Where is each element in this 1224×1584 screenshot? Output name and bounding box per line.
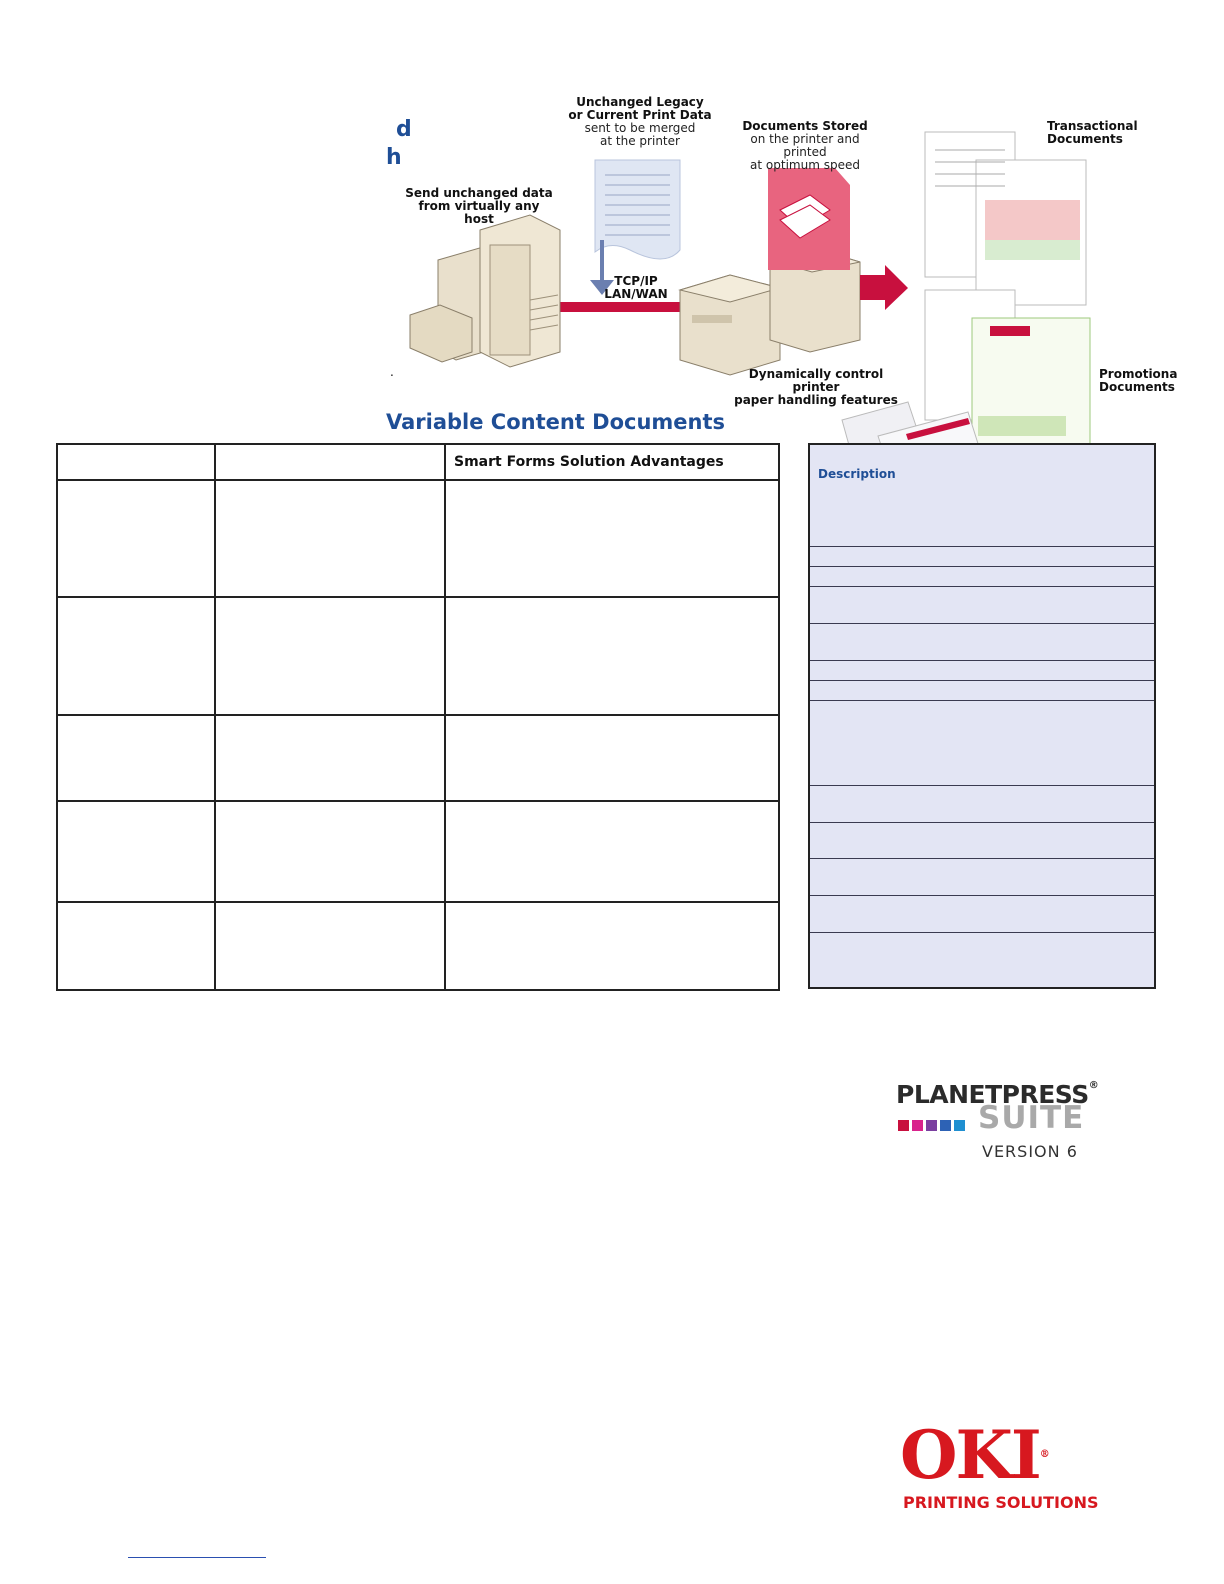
color-square-2 — [912, 1120, 923, 1131]
legacy-label-line-1: Unchanged Legacy — [576, 95, 704, 109]
sidebar-description-label: Description — [818, 467, 896, 481]
legacy-label-line-2: or Current Print Data — [568, 108, 712, 122]
tcpip-label-line-1: TCP/IP — [614, 274, 658, 288]
stored-label-line-3: at optimum speed — [750, 158, 860, 172]
output-arrow-icon — [860, 265, 908, 310]
send-data-label — [405, 187, 553, 226]
planetpress-suite-logo — [896, 1080, 1106, 1170]
table-cell — [57, 801, 215, 902]
stored-label-line-2: on the printer and printed — [750, 132, 860, 159]
footer-link-underline[interactable] — [128, 1557, 266, 1558]
table-row — [57, 715, 779, 801]
table-cell — [215, 715, 445, 801]
control-label-line-2: paper handling features — [734, 393, 898, 407]
color-square-3 — [926, 1120, 937, 1131]
advantages-table — [56, 443, 780, 991]
table-header-cell-2 — [215, 444, 445, 480]
sidebar-row-divider — [810, 586, 1154, 587]
description-sidebar — [808, 443, 1156, 989]
sidebar-row-divider — [810, 660, 1154, 661]
tcpip-label-line-2: LAN/WAN — [604, 287, 668, 301]
color-square-1 — [898, 1120, 909, 1131]
planetpress-version: VERSION 6 — [982, 1142, 1078, 1161]
sidebar-row-divider — [810, 785, 1154, 786]
tcpip-label — [600, 275, 672, 301]
oki-registered: ® — [1039, 1449, 1048, 1460]
transactional-label — [1047, 120, 1138, 146]
sidebar-row-divider — [810, 858, 1154, 859]
planetpress-name: PLANETPRESS — [896, 1080, 1089, 1109]
header-fragment-1: d — [396, 117, 412, 142]
documents-stored-label — [730, 120, 880, 172]
oki-logo — [900, 1416, 1110, 1520]
table-header-cell-3: Smart Forms Solution Advantages — [445, 444, 779, 480]
oki-wordmark — [900, 1416, 1048, 1494]
table-header-cell-1 — [57, 444, 215, 480]
table-cell — [57, 480, 215, 597]
stored-label-line-1: Documents Stored — [742, 119, 868, 133]
planetpress-registered: ® — [1088, 1080, 1099, 1091]
sidebar-row-divider — [810, 895, 1154, 896]
table-row — [57, 801, 779, 902]
table-cell — [445, 597, 779, 715]
sidebar-row-divider — [810, 623, 1154, 624]
table-cell — [215, 597, 445, 715]
table-cell — [445, 715, 779, 801]
control-printer-label — [730, 368, 902, 407]
table-cell — [445, 801, 779, 902]
table-row — [57, 480, 779, 597]
promotional-label — [1099, 367, 1178, 394]
section-heading: Variable Content Documents — [386, 410, 726, 434]
sidebar-row-divider — [810, 546, 1154, 547]
stored-documents-icon — [768, 168, 850, 270]
transactional-label-line-2: Documents — [1047, 132, 1123, 146]
transactional-documents — [925, 132, 1086, 305]
color-square-4 — [940, 1120, 951, 1131]
diagram-dot: . — [390, 365, 394, 379]
table-cell — [215, 480, 445, 597]
promo-label-line-1: Promotiona — [1099, 367, 1178, 381]
color-square-5 — [954, 1120, 965, 1131]
oki-name: OKI — [900, 1416, 1040, 1494]
table-cell — [215, 801, 445, 902]
table-cell — [57, 902, 215, 990]
sidebar-row-divider — [810, 822, 1154, 823]
planetpress-suite-word: SUITE — [978, 1100, 1085, 1136]
table-cell — [57, 715, 215, 801]
transactional-label-line-1: Transactional — [1047, 119, 1138, 133]
legacy-data-label — [560, 96, 720, 148]
header-fragment-2: h — [386, 145, 402, 170]
sidebar-row-divider — [810, 680, 1154, 681]
send-label-line-1: Send unchanged data — [405, 186, 553, 200]
promo-label-line-2: Documents — [1099, 380, 1175, 394]
table-row — [57, 902, 779, 990]
legacy-label-line-4: at the printer — [600, 134, 680, 148]
table-cell — [445, 480, 779, 597]
table-cell — [445, 902, 779, 990]
host-computers-icon — [410, 215, 560, 367]
control-label-line-1: Dynamically control printer — [748, 367, 884, 394]
printer-icon — [680, 275, 780, 375]
oki-tagline: PRINTING SOLUTIONS — [903, 1493, 1099, 1512]
table-row — [57, 597, 779, 715]
sidebar-row-divider — [810, 566, 1154, 567]
table-cell — [57, 597, 215, 715]
sidebar-row-divider — [810, 932, 1154, 933]
table-header-row — [57, 444, 779, 480]
send-label-line-2: from virtually any host — [418, 199, 540, 226]
planetpress-color-squares — [898, 1116, 965, 1135]
table-cell — [215, 902, 445, 990]
sidebar-row-divider — [810, 700, 1154, 701]
legacy-label-line-3: sent to be merged — [584, 121, 696, 135]
